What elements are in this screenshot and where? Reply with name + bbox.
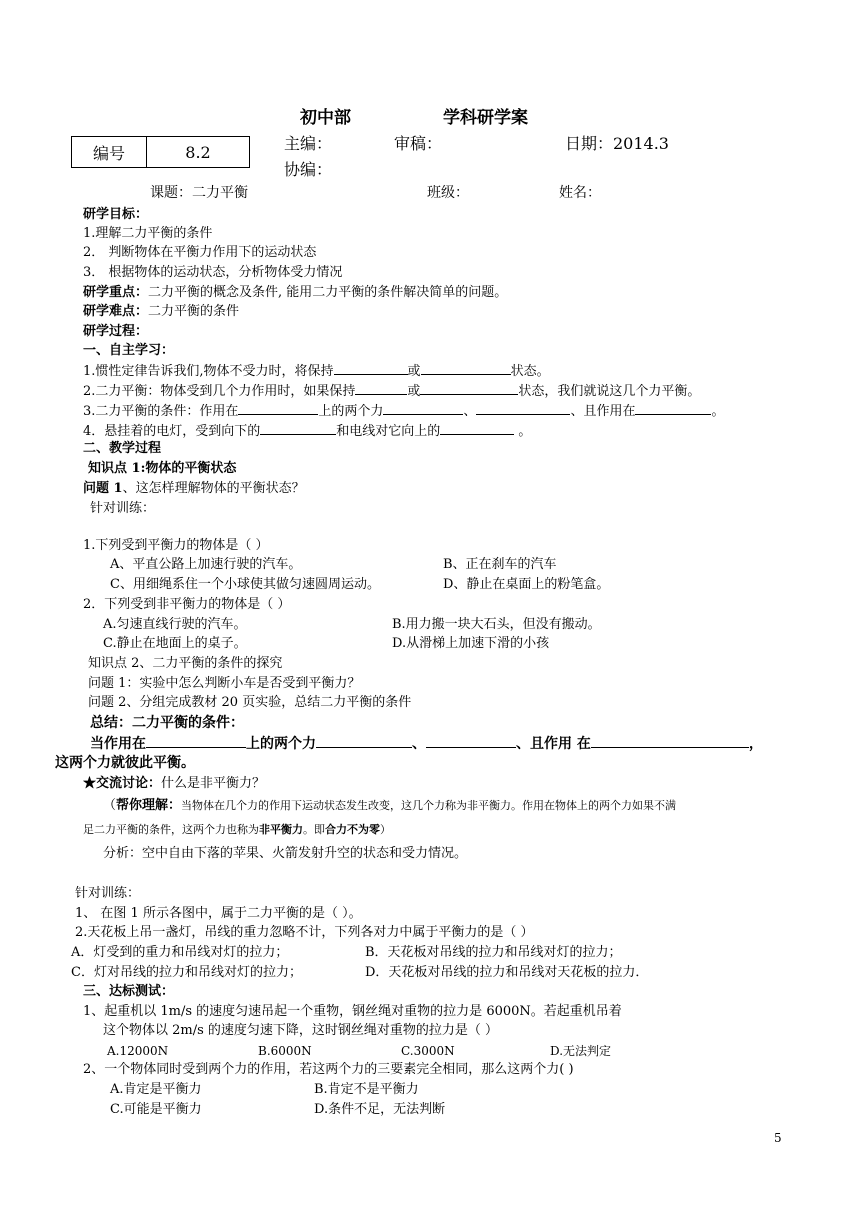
test-q1-option-d: D.无法判定 xyxy=(550,1044,612,1058)
knowledge-point-2: 知识点 2、二力平衡的条件的探究 xyxy=(88,656,283,671)
page-number: 5 xyxy=(774,1131,782,1145)
process-heading: 研学过程： xyxy=(83,324,149,339)
date-label: 日期：2014.3 xyxy=(565,134,669,153)
kp2-question-2: 问题 2、分组完成教材 20 页实验，总结二力平衡的条件 xyxy=(88,695,412,710)
blank[interactable] xyxy=(383,402,463,415)
key-point-text: 二力平衡的概念及条件, 能用二力平衡的条件解决简单的问题。 xyxy=(148,285,508,300)
title-left: 初中部 xyxy=(300,108,351,128)
exercise-1-option-b: B、正在刹车的汽车 xyxy=(443,557,557,572)
exercise-2-option-c: C.静止在地面上的桌子。 xyxy=(103,636,247,651)
test-q2: 2、一个物体同时受到两个力的作用，若这两个力的三要素完全相同，那么这两个力( ) xyxy=(83,1062,574,1077)
co-editor-label: 协编： xyxy=(284,160,333,179)
goals-heading: 研学目标： xyxy=(83,207,149,222)
reviewer-label: 审稿： xyxy=(394,134,443,153)
training-q2-option-c: C．灯对吊线的拉力和吊线对灯的拉力； xyxy=(71,965,302,980)
blank[interactable] xyxy=(334,362,408,375)
test-q2-option-c: C.可能是平衡力 xyxy=(110,1102,202,1117)
training-q2: 2.天花板上吊一盏灯，吊线的重力忽略不计，下列各对力中属于平衡力的是（ ） xyxy=(75,925,534,940)
condition-line: 当作用在 上的两个力 、 、且作用 在 ， xyxy=(90,736,763,752)
self-study-q3: 3.二力平衡的条件：作用在 上的两个力 、 、且作用在 。 xyxy=(83,404,725,419)
teaching-heading: 二、教学过程 xyxy=(83,441,162,456)
exercise-1-option-d: D、静止在桌面上的粉笔盒。 xyxy=(443,577,610,592)
blank[interactable] xyxy=(476,402,570,415)
key-point-label: 研学重点： xyxy=(83,285,149,300)
test-q1-option-c: C.3000N xyxy=(401,1044,455,1058)
test-q2-option-d: D.条件不足，无法判断 xyxy=(314,1102,446,1117)
title-right: 学科研学案 xyxy=(443,108,528,128)
test-q1-option-a: A.12000N xyxy=(107,1044,169,1058)
exercise-1: 1.下列受到平衡力的物体是（ ） xyxy=(83,538,269,553)
blank[interactable] xyxy=(421,362,511,375)
exercise-1-option-c: C、用细绳系住一个小球使其做匀速圆周运动。 xyxy=(110,577,380,592)
condition-end: 这两个力就彼此平衡。 xyxy=(55,755,195,771)
exercise-2-option-b: B.用力搬一块大石头，但没有搬动。 xyxy=(392,617,601,632)
self-study-q1: 1.惯性定律告诉我们,物体不受力时，将保持 或 状态。 xyxy=(83,364,550,379)
difficulty-label: 研学难点： xyxy=(83,304,149,319)
blank[interactable] xyxy=(591,735,749,748)
test-heading: 三、达标测试： xyxy=(83,984,175,999)
self-study-heading: 一、自主学习： xyxy=(83,343,175,358)
test-q2-option-b: B.肯定不是平衡力 xyxy=(314,1082,419,1097)
goal-item-3: 3． 根据物体的运动状态，分析物体受力情况 xyxy=(83,265,343,280)
test-q1-line1: 1、起重机以 1m/s 的速度匀速吊起一个重物，钢丝绳对重物的拉力是 6000N。若起重机吊着 xyxy=(83,1004,622,1019)
blank[interactable] xyxy=(426,735,516,748)
test-q2-option-a: A.肯定是平衡力 xyxy=(110,1082,202,1097)
help-understand: （帮你理解：当物体在几个力的作用下运动状态发生改变，这几个力称为非平衡力。作用在物体上的两个力如果不满 xyxy=(103,798,677,813)
discussion: ★交流讨论：什么是非平衡力？ xyxy=(83,776,266,791)
analysis: 分析：空中自由下落的苹果、火箭发射升空的状态和受力情况。 xyxy=(103,846,468,861)
goal-item-2: 2． 判断物体在平衡力作用下的运动状态 xyxy=(83,245,317,260)
name-label: 姓名： xyxy=(559,185,601,201)
exercise-2-option-d: D.从滑梯上加速下滑的小孩 xyxy=(392,636,550,651)
self-study-q2: 2.二力平衡：物体受到几个力作用时，如果保持 或 状态，我们就说这几个力平衡。 xyxy=(83,384,701,399)
training-q1: 1、 在图 1 所示各图中，属于二力平衡的是（ ）。 xyxy=(75,906,362,921)
id-value: 8.2 xyxy=(147,137,250,168)
training-q2-option-d: D．天花板对吊线的拉力和吊线对天花板的拉力． xyxy=(365,965,649,980)
blank[interactable] xyxy=(316,735,412,748)
exercise-2-option-a: A.匀速直线行驶的汽车。 xyxy=(103,617,247,632)
key-point xyxy=(83,285,507,301)
training-label: 针对训练： xyxy=(90,501,156,516)
test-q1-line2: 这个物体以 2m/s 的速度匀速下降，这时钢丝绳对重物的拉力是（ ） xyxy=(103,1023,499,1038)
self-study-q4: 4．悬挂着的电灯，受到向下的 和电线对它向上的 。 xyxy=(83,424,532,439)
training-label-2: 针对训练： xyxy=(75,886,141,901)
summary-label: 总结：二力平衡的条件： xyxy=(90,715,244,731)
difficulty xyxy=(83,304,239,320)
topic: 课题：二力平衡 xyxy=(150,185,248,201)
blank[interactable] xyxy=(146,735,246,748)
kp2-question-1: 问题 1：实验中怎么判断小车是否受到平衡力？ xyxy=(88,676,361,691)
exercise-2: 2．下列受到非平衡力的物体是（ ） xyxy=(83,597,291,612)
id-label: 编号 xyxy=(72,137,147,168)
knowledge-point-1: 知识点 1:物体的平衡状态 xyxy=(88,461,237,476)
test-q1-option-b: B.6000N xyxy=(258,1044,312,1058)
blank[interactable] xyxy=(420,382,518,395)
difficulty-text: 二力平衡的条件 xyxy=(148,304,240,319)
training-q2-option-b: B．天花板对吊线的拉力和吊线对灯的拉力； xyxy=(365,945,622,960)
editor-label: 主编： xyxy=(284,134,333,153)
class-label: 班级： xyxy=(427,185,469,201)
blank[interactable] xyxy=(260,422,336,435)
blank[interactable] xyxy=(355,382,407,395)
kp1-question: 问题 1、这怎样理解物体的平衡状态？ xyxy=(83,481,305,496)
blank[interactable] xyxy=(238,402,318,415)
help-understand-2: 足二力平衡的条件，这两个力也称为非平衡力。即合力不为零） xyxy=(83,823,391,836)
blank[interactable] xyxy=(440,422,514,435)
blank[interactable] xyxy=(635,402,711,415)
exercise-1-option-a: A、平直公路上加速行驶的汽车。 xyxy=(110,557,302,572)
goal-item-1: 1.理解二力平衡的条件 xyxy=(83,226,213,241)
id-table xyxy=(71,136,250,168)
training-q2-option-a: A．灯受到的重力和吊线对灯的拉力； xyxy=(71,945,289,960)
